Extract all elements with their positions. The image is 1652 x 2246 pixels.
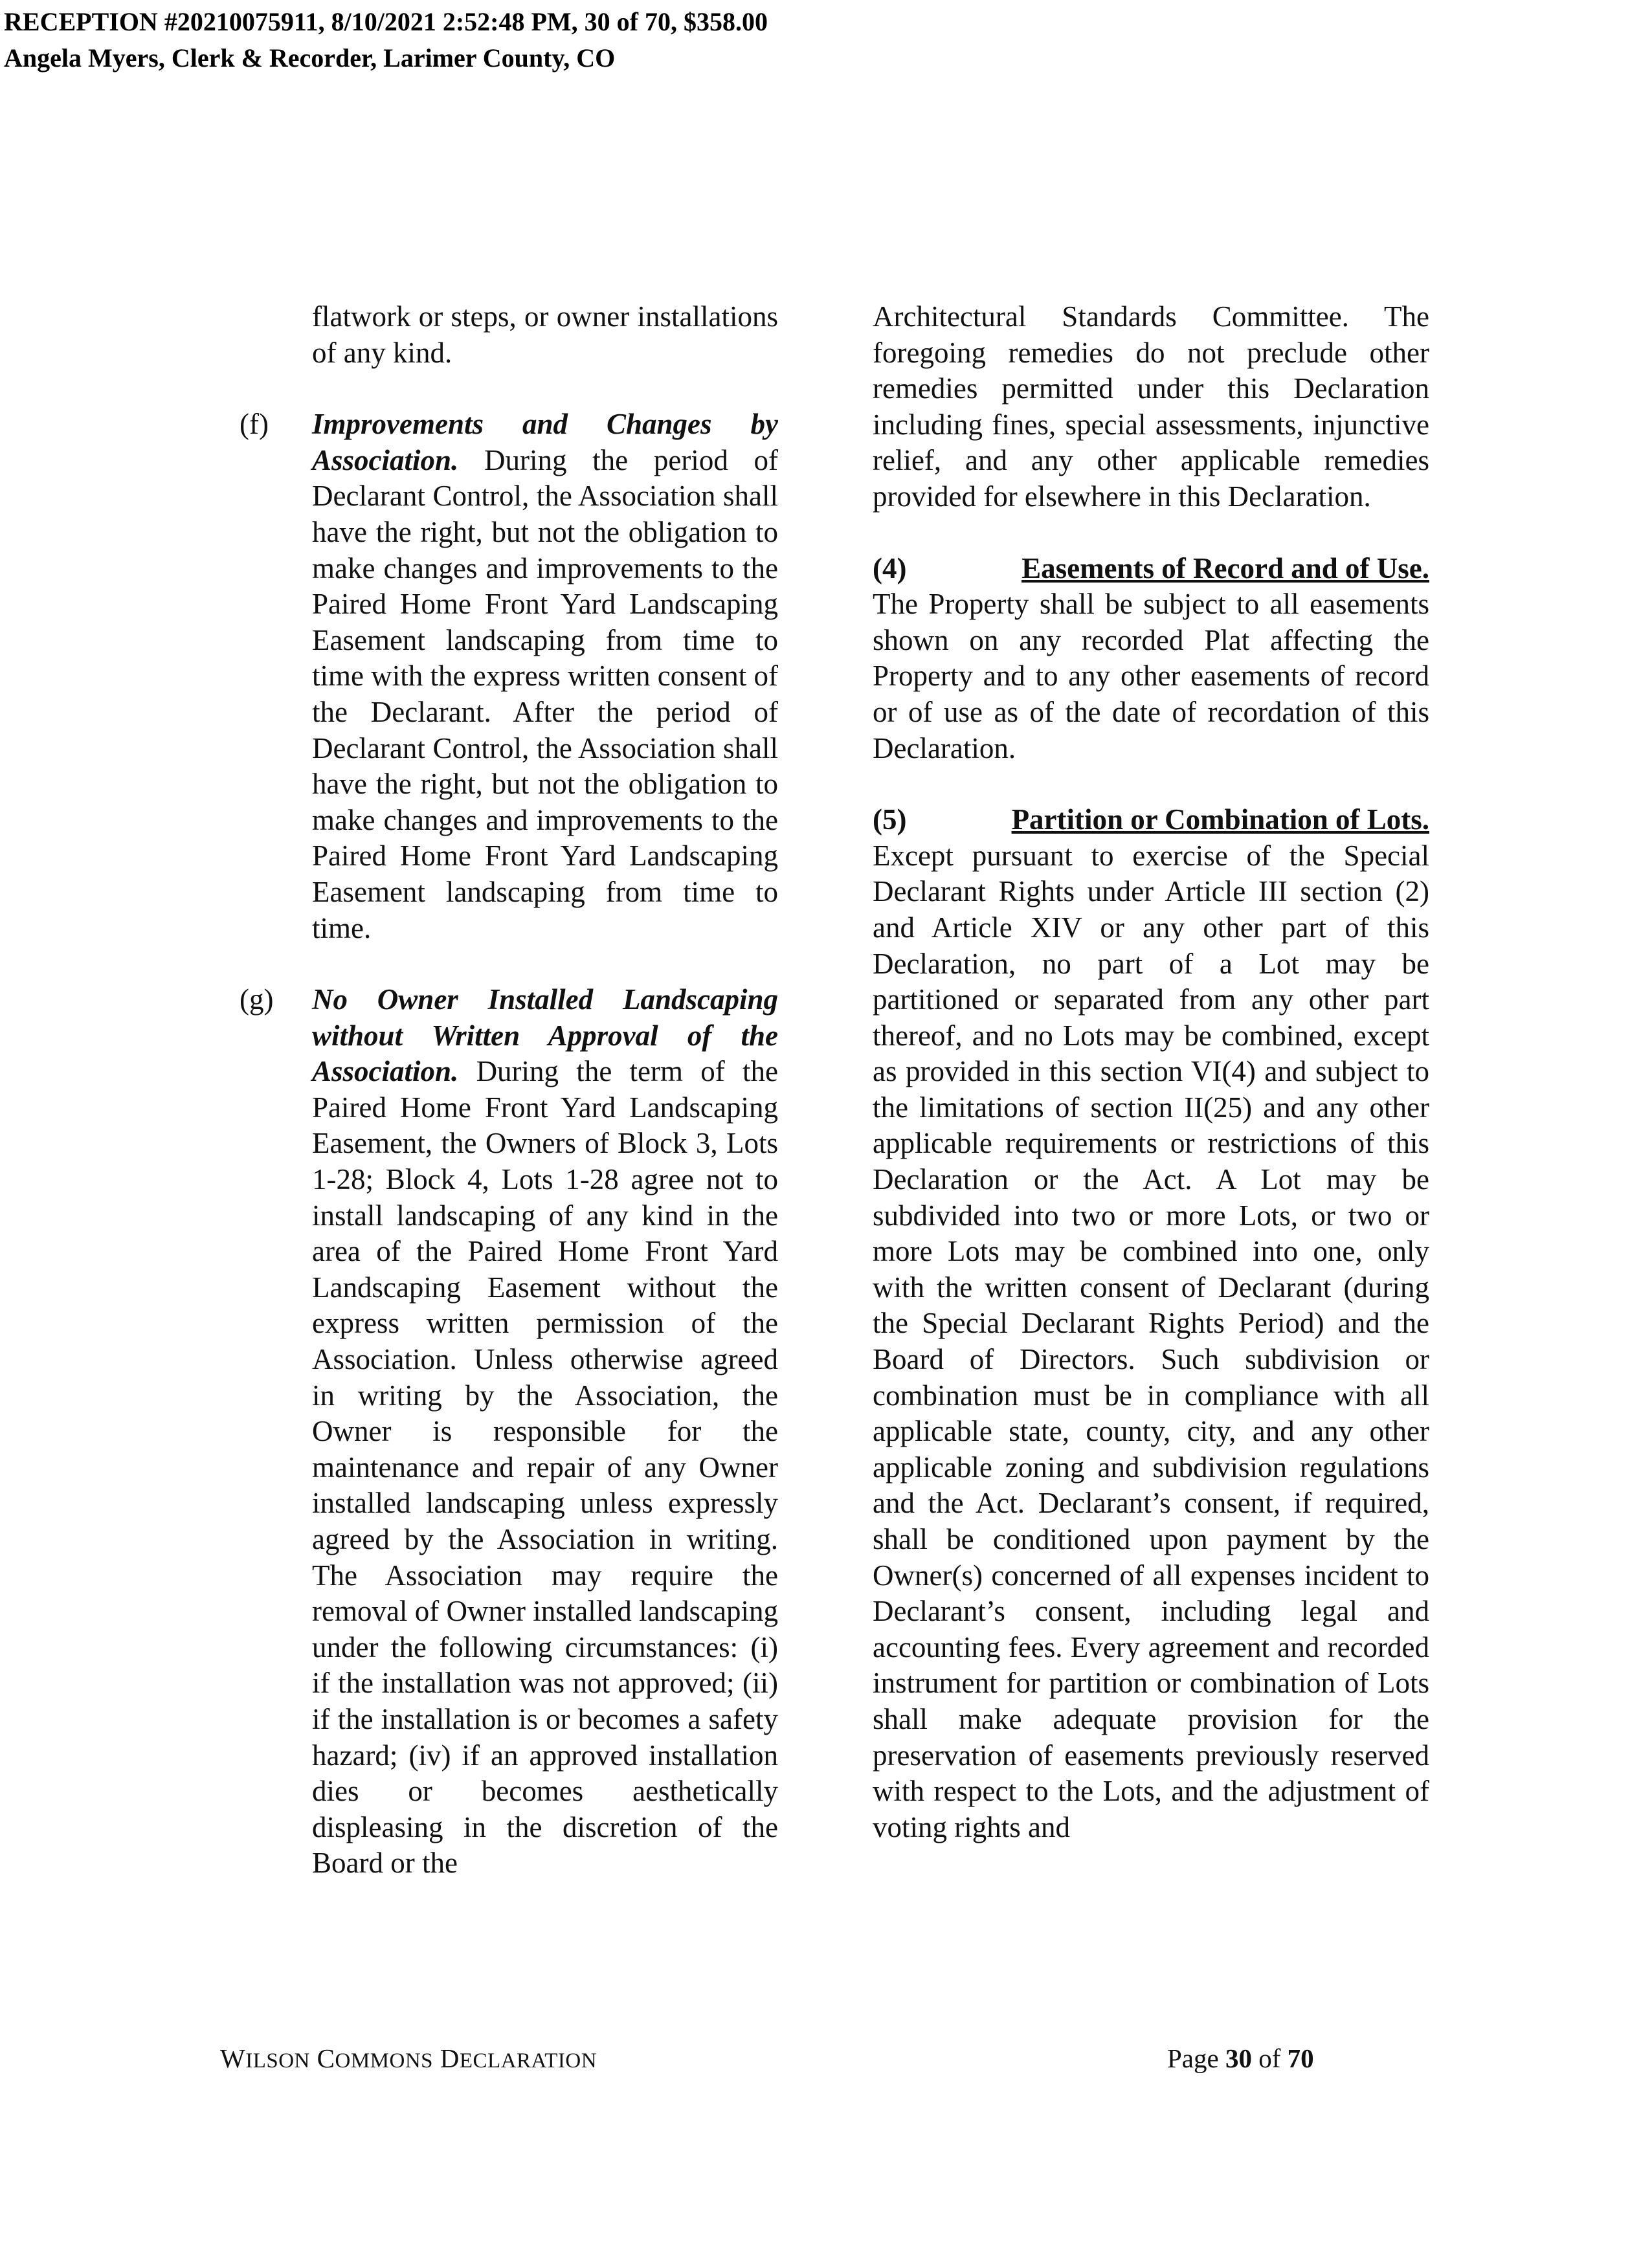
subsection-label: (f) [240, 408, 269, 441]
section-title: Partition or Combination of Lots. [1011, 803, 1429, 836]
section-number: (5) [873, 803, 907, 836]
section-4 [873, 551, 1429, 767]
page-of-label: of [1258, 2043, 1281, 2073]
section-number: (4) [873, 551, 907, 584]
subsection-body [312, 406, 778, 946]
footer-page-number [1167, 2042, 1314, 2074]
subsection-title: No Owner Installed Landscaping without Written Approval of the Association. [312, 983, 778, 1088]
subsection-label: (g) [240, 983, 274, 1016]
section-text: Except pursuant to exercise of the Special Declarant Rights under Article III section (2) and Article XIV or any other part of this Declaration, no part of a Lot may be partitioned or separated from any other part thereof, and no Lots may be combined, except as provided in this section VI(4) and subject to the limitations of section II(25) and any other applicable requirements or restrictions of this Declaration or the Act. A Lot may be subdivided into two or more Lots, or two or more Lots may be combined into one, only with the written consent of Declarant (during the Special Declarant Rights Period) and the Board of Directors. Such subdivision or combination must be in compliance with all applicable state, county, city, and any other applicable zoning and subdivision regulations and the Act. Declarant’s consent, if required, shall be conditioned upon payment by the Owner(s) concerned of all expenses incident to Declarant’s consent, including legal and accounting fees. Every agreement and recorded instrument for partition or combination of Lots shall make adequate provision for the preservation of easements previously reserved with respect to the Lots, and the adjustment of voting rights and [873, 839, 1429, 1843]
subsection-body [312, 982, 778, 1882]
reception-line: RECEPTION #20210075911, 8/10/2021 2:52:48 PM, 30 of 70, $358.00 [4, 7, 768, 36]
section-heading [873, 551, 1429, 587]
page-label: Page [1167, 2043, 1219, 2073]
page-total: 70 [1287, 2043, 1314, 2073]
continued-paragraph: flatwork or steps, or owner installations of any kind. [312, 300, 778, 369]
subsection-text: During the term of the Paired Home Front Yard Landscaping Easement, the Owners of Block 3, Lots 1-28; Block 4, Lots 1-28 agree not to install landscaping of any kind in the area of the Paired Home Front Yard Landscaping Easement without the express written permission of the Association. Unless otherwise agreed in writing by the Association, the Owner is responsible for the maintenance and repair of any Owner installed landscaping unless expressly agreed by the Association in writing. The Association may require the removal of Owner installed landscaping under the following circumstances: (i) if the installation was not approved; (ii) if the installation is or becomes a safety hazard; (iv) if an approved installation dies or becomes aesthetically displeasing in the discretion of the Board or the [312, 1055, 778, 1880]
section-5 [873, 802, 1429, 1845]
section-title: Easements of Record and of Use. [1021, 551, 1429, 584]
subsection-text: During the period of Declarant Control, the Association shall have the right, but not the obligation to make changes and improvements to the Paired Home Front Yard Landscaping Easement landscaping from time to time with the express written consent of the Declarant. After the period of Declarant Control, the Association shall have the right, but not the obligation to make changes and improvements to the Paired Home Front Yard Landscaping Easement landscaping from time to time. [312, 443, 778, 944]
page-current: 30 [1225, 2043, 1252, 2073]
footer-document-title: WILSON COMMONS DECLARATION [220, 2043, 597, 2073]
left-column [240, 299, 778, 1882]
recorder-line: Angela Myers, Clerk & Recorder, Larimer County, CO [4, 43, 616, 72]
subsection-title: Improvements and Changes by Association. [312, 408, 778, 476]
subsection-g [240, 982, 778, 1882]
continued-paragraph: Architectural Standards Committee. The foregoing remedies do not preclude other remedies permitted under this Declaration including fines, special assessments, injunctive relief, and any other applicable remedies provided for elsewhere in this Declaration. [873, 300, 1429, 513]
right-column [873, 299, 1429, 1845]
subsection-f [240, 406, 778, 946]
section-text: The Property shall be subject to all easements shown on any recorded Plat affecting the Property and to any other easements of record or of use as of the date of recordation of this Declaration. [873, 588, 1429, 764]
section-heading [873, 802, 1429, 838]
recording-stamp [4, 4, 768, 76]
